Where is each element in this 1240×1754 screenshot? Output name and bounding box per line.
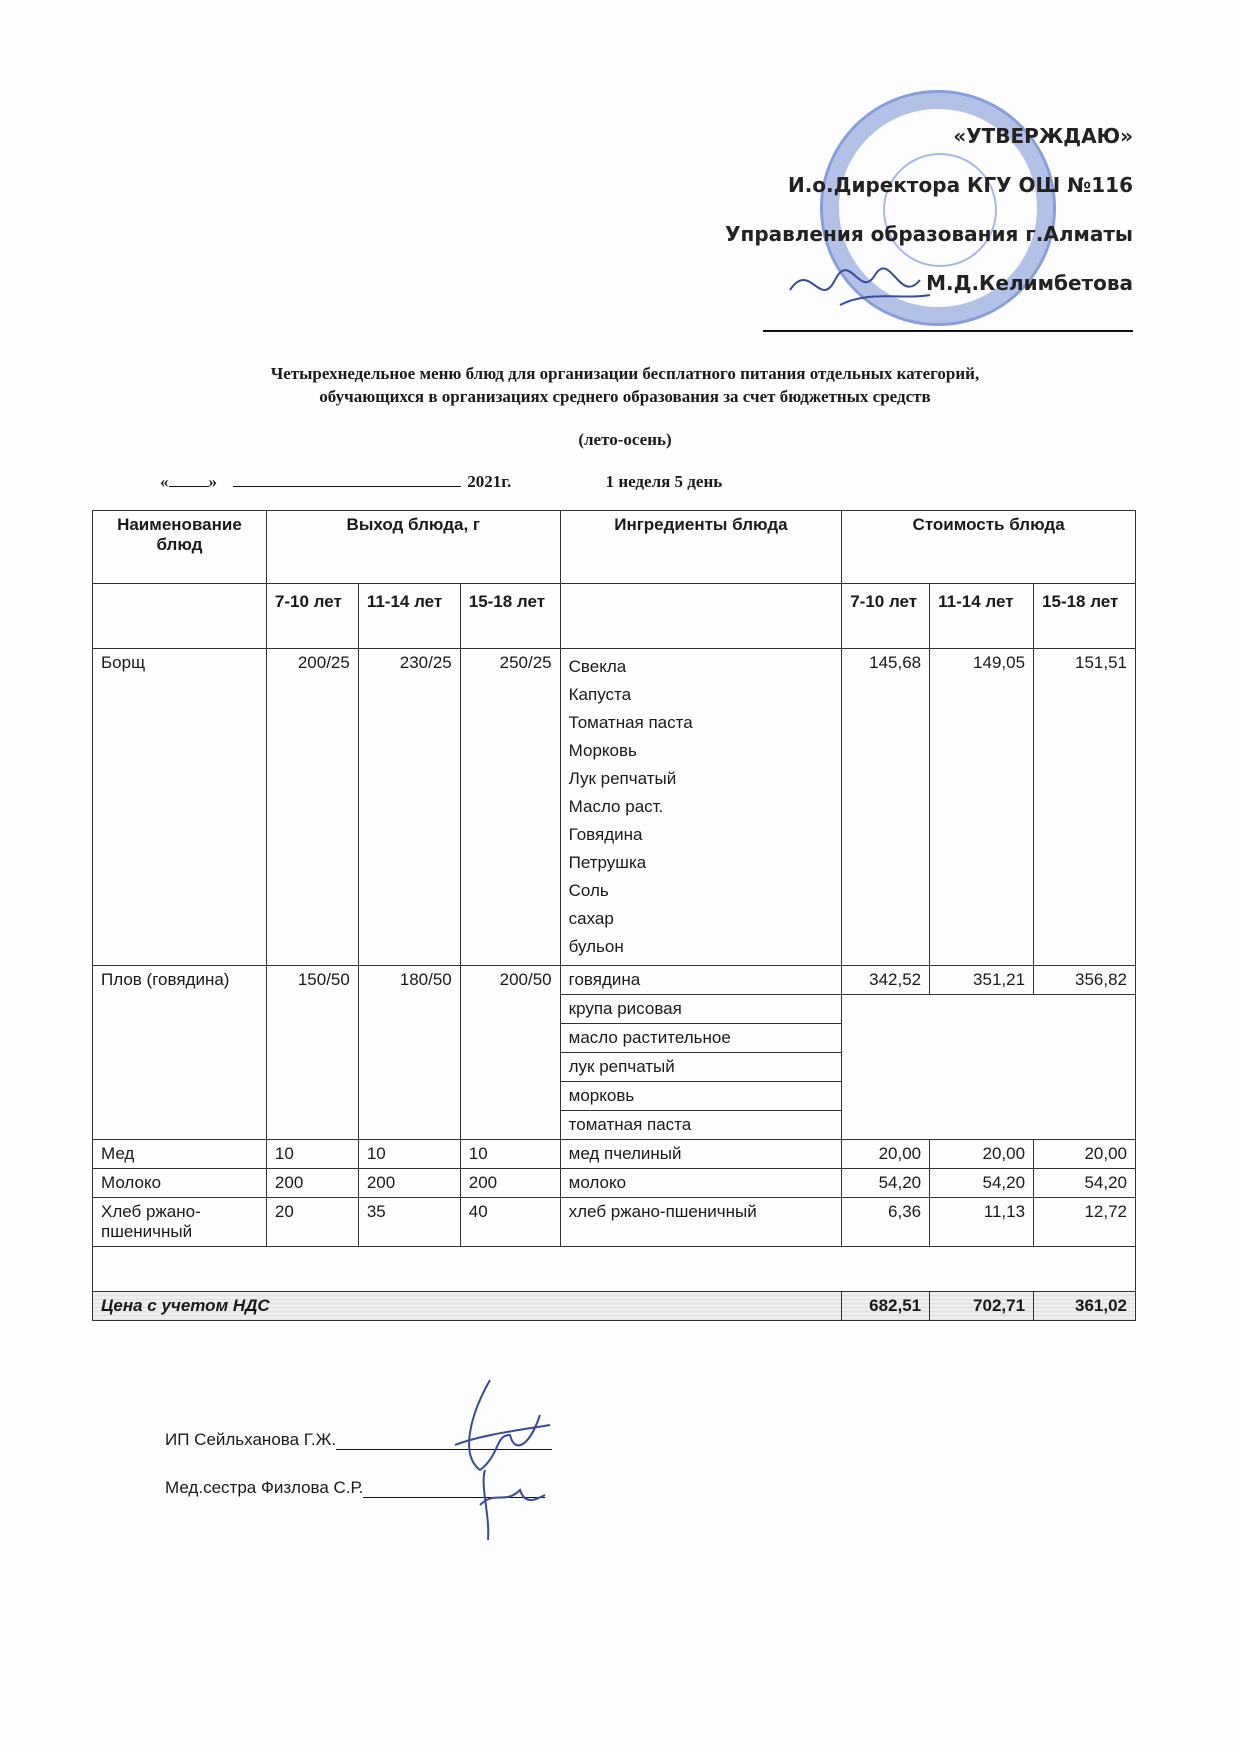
empty-cell: [93, 1247, 1136, 1292]
document-title: [150, 362, 1100, 408]
cost-age-1: 7-10 лет: [842, 584, 930, 649]
cost-value: 351,21: [930, 966, 1034, 995]
month-blank-field[interactable]: [233, 486, 461, 487]
cost-age-2: 11-14 лет: [930, 584, 1034, 649]
ingredient: лук репчатый: [560, 1053, 842, 1082]
empty-cell: [560, 584, 842, 649]
yield-value: 150/50: [266, 966, 358, 1140]
ingredient: крупа рисовая: [560, 995, 842, 1024]
ingredients-list: [560, 649, 842, 966]
cost-value: 11,13: [930, 1198, 1034, 1247]
ingredient: томатная паста: [560, 1111, 842, 1140]
table-row: [93, 1198, 1136, 1247]
yield-value: 250/25: [460, 649, 560, 966]
yield-value: 200: [460, 1169, 560, 1198]
table-row: [93, 649, 1136, 966]
day-blank-field[interactable]: [169, 486, 209, 487]
ingredient: говядина: [560, 966, 842, 995]
cost-value: 54,20: [1034, 1169, 1136, 1198]
title-line-1: Четырехнедельное меню блюд для организации бесплатного питания отдельных категорий,: [270, 364, 980, 383]
header-row: [93, 511, 1136, 584]
cost-value: 20,00: [1034, 1140, 1136, 1169]
dish-name: Плов (говядина): [93, 966, 267, 1140]
ingredient: хлеб ржано-пшеничный: [560, 1198, 842, 1247]
ingredient: Капуста: [568, 685, 632, 704]
empty-cell: [93, 584, 267, 649]
signatory-entrepreneur: ИП Сейльханова Г.Ж.: [165, 1430, 337, 1449]
cost-value: 342,52: [842, 966, 930, 995]
approval-name: М.Д.Келимбетова: [926, 271, 1133, 295]
dish-name: Хлеб ржано-пшеничный: [93, 1198, 267, 1247]
ingredient: Петрушка: [568, 853, 647, 872]
title-line-2: обучающихся в организациях среднего образования за счет бюджетных средств: [319, 387, 931, 406]
empty-cost-cell: [842, 995, 1136, 1140]
date-quote-open: «: [160, 472, 169, 491]
ingredient: Свекла: [568, 657, 627, 676]
ingredient: масло растительное: [560, 1024, 842, 1053]
handwritten-signature-icon: [440, 1375, 570, 1545]
cost-value: 6,36: [842, 1198, 930, 1247]
cost-value: 12,72: [1034, 1198, 1136, 1247]
yield-value: 200: [358, 1169, 460, 1198]
cost-value: 145,68: [842, 649, 930, 966]
director-signature-icon: [780, 250, 940, 320]
ingredient: мед пчелиный: [560, 1140, 842, 1169]
header-yield: Выход блюда, г: [266, 511, 560, 584]
ingredient: Масло раст.: [568, 797, 664, 816]
yield-value: 10: [358, 1140, 460, 1169]
total-value: 682,51: [842, 1292, 930, 1321]
ingredient: бульон: [568, 937, 624, 956]
header-ingredients: Ингредиенты блюда: [560, 511, 842, 584]
header-cost: Стоимость блюда: [842, 511, 1136, 584]
yield-value: 200: [266, 1169, 358, 1198]
cost-value: 54,20: [842, 1169, 930, 1198]
yield-value: 180/50: [358, 966, 460, 1140]
cost-value: 356,82: [1034, 966, 1136, 995]
approval-organization: Управления образования г.Алматы: [725, 222, 1133, 246]
ingredient: сахар: [568, 909, 614, 928]
yield-value: 200/25: [266, 649, 358, 966]
ingredient: Морковь: [568, 741, 637, 760]
week-day-label: 1 неделя 5 день: [605, 472, 723, 491]
yield-value: 20: [266, 1198, 358, 1247]
table-row: [93, 966, 1136, 995]
approval-position: И.о.Директора КГУ ОШ №116: [787, 173, 1133, 197]
ingredient: Говядина: [568, 825, 643, 844]
cost-age-3: 15-18 лет: [1034, 584, 1136, 649]
dish-name: Борщ: [93, 649, 267, 966]
age-header-row: [93, 584, 1136, 649]
menu-table: [92, 510, 1136, 1321]
yield-age-1: 7-10 лет: [266, 584, 358, 649]
date-quote-close: »: [208, 472, 217, 491]
cost-value: 20,00: [842, 1140, 930, 1169]
ingredient: морковь: [560, 1082, 842, 1111]
ingredient: Томатная паста: [568, 713, 693, 732]
table-row: [93, 1169, 1136, 1198]
signatory-nurse: Мед.сестра Физлова С.Р.: [165, 1478, 364, 1497]
cost-value: 20,00: [930, 1140, 1034, 1169]
ingredient: молоко: [560, 1169, 842, 1198]
total-row: [93, 1292, 1136, 1321]
cost-value: 54,20: [930, 1169, 1034, 1198]
header-dish: Наименование блюд: [93, 511, 267, 584]
spacer-row: [93, 1247, 1136, 1292]
season-label: (лето-осень): [578, 430, 672, 449]
dish-name: Молоко: [93, 1169, 267, 1198]
year-label: 2021г.: [467, 472, 512, 491]
cost-value: 151,51: [1034, 649, 1136, 966]
dish-name: Мед: [93, 1140, 267, 1169]
cost-value: 149,05: [930, 649, 1034, 966]
total-value: 361,02: [1034, 1292, 1136, 1321]
yield-age-2: 11-14 лет: [358, 584, 460, 649]
ingredient: Соль: [568, 881, 609, 900]
yield-value: 35: [358, 1198, 460, 1247]
yield-age-3: 15-18 лет: [460, 584, 560, 649]
yield-value: 200/50: [460, 966, 560, 1140]
total-label: Цена с учетом НДС: [93, 1292, 842, 1321]
approval-heading: «УТВЕРЖДАЮ»: [953, 124, 1133, 148]
date-line: [160, 472, 722, 492]
ingredient: Лук репчатый: [568, 769, 677, 788]
approval-signature-line: [763, 330, 1133, 332]
yield-value: 10: [266, 1140, 358, 1169]
yield-value: 10: [460, 1140, 560, 1169]
total-value: 702,71: [930, 1292, 1034, 1321]
yield-value: 230/25: [358, 649, 460, 966]
table-row: [93, 1140, 1136, 1169]
yield-value: 40: [460, 1198, 560, 1247]
